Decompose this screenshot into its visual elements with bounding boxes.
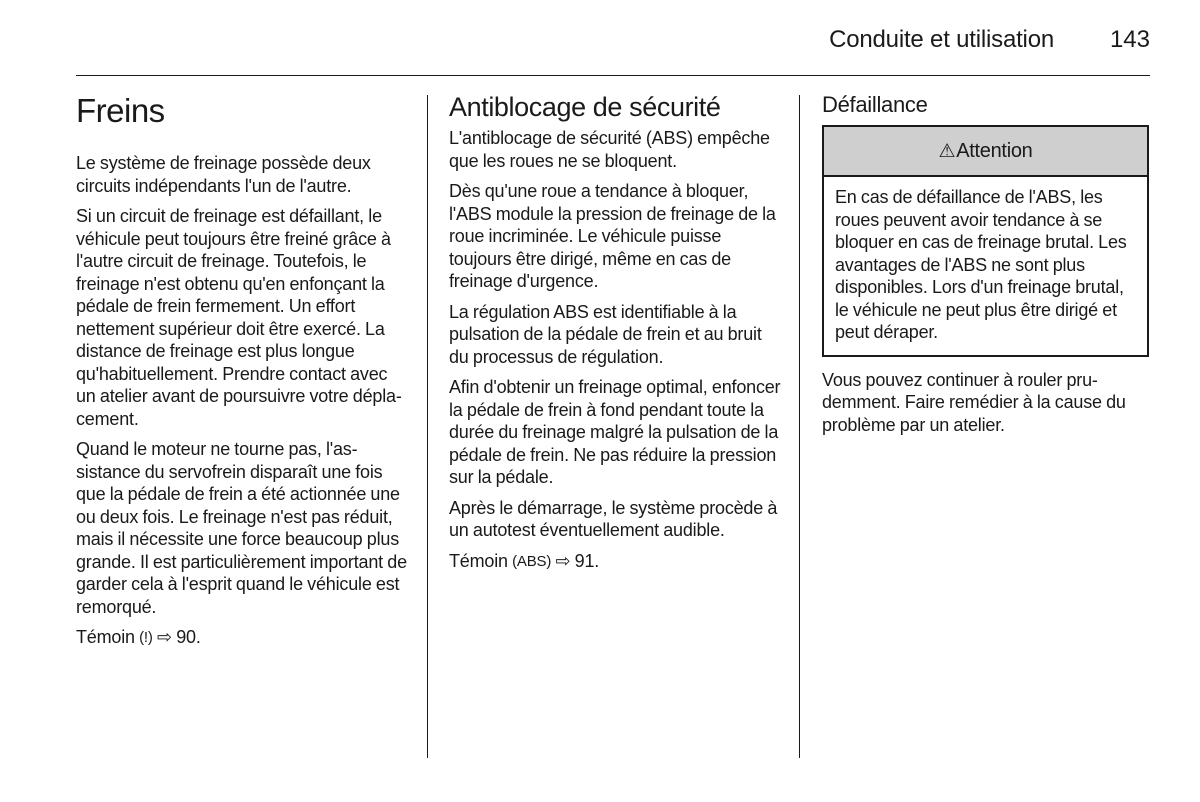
header-rule — [76, 75, 1150, 76]
section-heading-defaillance: Défaillance — [822, 92, 928, 117]
reference-page: 90. — [176, 627, 201, 647]
reference-label: Témoin — [76, 627, 135, 647]
paragraph: Dès qu'une roue a tendance à bloquer, l'ABS module la pression de freinage de la roue incriminée. Le véhicule puisse toujours être dirigé, même en cas de freinage d'urgence. — [449, 181, 776, 291]
column-divider-1 — [427, 95, 428, 758]
header-title: Conduite et utilisation — [829, 26, 1054, 53]
reference-arrow-icon: ⇨ — [555, 550, 571, 571]
column-freins — [76, 92, 408, 658]
paragraph: Le système de freinage possède deux circuits indépendants l'un de l'autre. — [76, 153, 371, 196]
abs-warning-icon: (ABS) — [512, 552, 552, 570]
warning-text: En cas de défaillance de l'ABS, les roues peuvent avoir tendance à se bloquer en cas de freinage brutal. Les avantages de l'ABS ne sont plus disponibles. Lors d'un freinage brutal, le véhicule ne peut plus être dirigé et peut déraper. — [835, 187, 1127, 342]
reference-label: Témoin — [449, 550, 508, 571]
reference-arrow-icon: ⇨ — [157, 627, 172, 647]
section-heading-freins: Freins — [76, 92, 165, 129]
page-reference — [449, 550, 783, 574]
paragraph: Après le démarrage, le système procède à un autotest éventuellement audible. — [449, 497, 778, 540]
paragraph: Afin d'obtenir un freinage optimal, enfoncer la pédale de frein à fond pendant toute la durée du freinage malgré la pulsation de la pédale de frein. Ne pas réduire la pression sur la pédale. — [449, 377, 781, 487]
reference-page: 91. — [574, 550, 600, 571]
warning-box — [822, 125, 1149, 357]
page-number: 143 — [1109, 26, 1150, 53]
warning-header — [824, 127, 1147, 177]
paragraph: L'antiblocage de sécurité (ABS) empêche que les roues ne se bloquent. — [449, 128, 770, 171]
warning-body — [824, 177, 1147, 355]
page-reference — [76, 626, 408, 650]
paragraph: Si un circuit de freinage est défaillant, le véhicule peut toujours être freiné grâce à l'autre circuit de freinage. Toutefois, le freinage n'est obtenu qu'en enfonçant la pédale de frein fermement. Un effort nettement supérieur doit être exercé. La distance de freinage est plus longue qu'habituellement. Prendre contact avec un atelier avant de poursuivre votre déplacement. — [76, 206, 402, 429]
warning-title: Attention — [956, 139, 1033, 162]
column-divider-2 — [799, 95, 800, 758]
paragraph: Vous pouvez continuer à rouler prudemment. Faire remédier à la cause du problème par un atelier. — [822, 369, 1126, 435]
section-heading-abs: Antiblocage de sécurité — [449, 92, 721, 122]
paragraph: La régulation ABS est identifiable à la pulsation de la pédale de frein et au bruit du processus de régulation. — [449, 301, 762, 367]
brake-warning-icon: (!) — [139, 629, 153, 646]
column-abs — [449, 92, 783, 581]
paragraph: Quand le moteur ne tourne pas, l'assistance du servofrein disparaît une fois que la pédale de frein a été actionnée une ou deux fois. Le freinage n'est pas réduit, mais il nécessite une force beaucoup plus grande. Il est particulièrement important de garder cela à l'esprit quand le véhicule est remorqué. — [76, 439, 407, 617]
warning-triangle-icon: ⚠ — [938, 140, 956, 162]
column-defaillance — [822, 92, 1152, 444]
